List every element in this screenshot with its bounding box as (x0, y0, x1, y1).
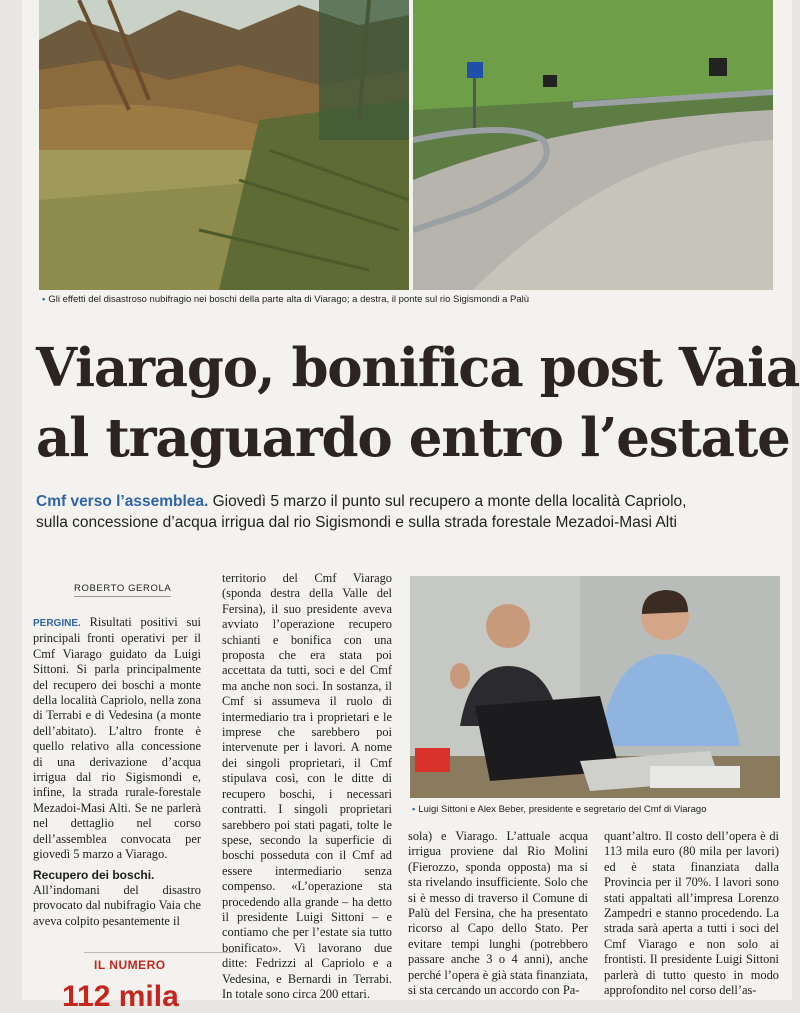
box-value: 112 mila (62, 980, 179, 1013)
article-column-3 (408, 829, 588, 998)
dateline: PERGINE. (33, 618, 81, 629)
caption-bullet-icon-2: • (412, 804, 416, 815)
caption-bullet-icon: • (42, 294, 46, 305)
people-photo-graphic (410, 576, 780, 798)
section-title-boschi: Recupero dei boschi. (33, 867, 155, 882)
road-photo (413, 0, 773, 290)
article-column-1 (33, 615, 201, 929)
article-column-4 (604, 829, 779, 998)
col1-paragraph-2: All’indomani del disastro provocato dal nubifragio Vaia che aveva colpito pesantemente il (33, 882, 201, 928)
col1-paragraph-1: Risultati positivi sui principali fronti operativi per il Cmf Viarago guidato da Luigi Sittoni. Si parla principalmente del recupero dei boschi a monte della località Capriolo, nella zona di Terrabi e di Vedesina (a monte dell’abitato). L’altro fronte è quello relativo alla concessione di una derivazione d’acqua irrigua dal rio Sigismondi e, infine, la strada rurale-forestale Mezadoi-Masi Alti. Se ne parlerà nel dettaglio nel corso dell’assemblea convocata per giovedì 5 marzo a Viarago. (33, 615, 201, 862)
col4-paragraph: quant’altro. Il costo dell’opera è di 113 mila euro (80 mila per lavori) ed è stata finanziata dalla Provincia per il 70%. I lavori sono stati appaltati all’impresa Lorenzo Zampedri e stanno procedendo. La strada sarà aperta a tutti i soci del Cmf Viarago e non solo ai frontisti. Il presidente Luigi Sittoni parlerà di tutto questo in modo approfondito nel corso dell’as- (604, 829, 779, 998)
box-rule-top (84, 952, 234, 953)
subhead-line-2: sulla concessione d’acqua irrigua dal rio Sigismondi e sulla strada forestale Mezadoi-Masi Alti (36, 514, 677, 531)
headline-line-1: Viarago, bonifica post Vaia (36, 337, 800, 399)
forest-photo-graphic (39, 0, 409, 290)
forest-photo (39, 0, 409, 290)
people-photo (410, 576, 780, 798)
col2-paragraph: territorio del Cmf Viarago (sponda destra della Valle del Fersina), il suo presidente aveva avviato l’operazione recupero schianti e bonifica con una proposta che era stata poi accettata da tutti, soci e del Cmf ma anche non soci. In sostanza, il Cmf si assumeva il ruolo di intermediario tra i proprietari e le imprese che sarebbero poi intervenute per i lavori. A nome dei singoli proprietari, il Cmf stipulava così, con le ditte di recupero boschi, i necessari contratti. I singoli proprietari sarebbero poi stati pagati, tolte le spese, secondo la superficie di boschi posseduta con il Cmf ad essere intermediario senza compenso. «L’operazione sta procedendo alla grande – ha detto il presidente Luigi Sittoni – e contiamo che per l’estate sia tutto bonificato». Vi lavorano due ditte: Fedrizzi al Capriolo e a Vedesina, e Bernardi in Terrabi. In totale sono circa 200 ettari. (222, 571, 392, 1001)
box-label: IL NUMERO (94, 958, 166, 972)
col3-paragraph: sola) e Viarago. L’attuale acqua irrigua proviene dal Rio Molini (Fierozzo, sponda opposta) ma si sta rivelando insufficiente. Solo che si è messo di traverso il Comune di Palù del Fersina, che ha presentato ricorso al Capo dello Stato. Per evitare tempi lunghi (potrebbero passare anche 3 o 4 anni), anche perché l’opera è già stata finanziata, si sta cercando un accordo con Pa- (408, 829, 588, 998)
newspaper-page (22, 0, 800, 1013)
headline-line-2: al traguardo entro l’estate (36, 407, 790, 469)
headline (36, 333, 800, 473)
top-photo-caption: • Gli effetti del disastroso nubifragio nei boschi della parte alta di Viarago; a destra, il ponte sul rio Sigismondi a Palù (42, 294, 530, 305)
subhead-line-1: Giovedì 5 marzo il punto sul recupero a monte della località Capriolo, (212, 493, 687, 510)
subheadline (36, 491, 796, 533)
byline: ROBERTO GEROLA (74, 583, 171, 597)
subhead-lead: Cmf verso l’assemblea. (36, 493, 209, 510)
road-photo-graphic (413, 0, 773, 290)
article-column-2 (222, 571, 392, 1002)
people-photo-caption: • Luigi Sittoni e Alex Beber, presidente e segretario del Cmf di Viarago (412, 804, 707, 815)
